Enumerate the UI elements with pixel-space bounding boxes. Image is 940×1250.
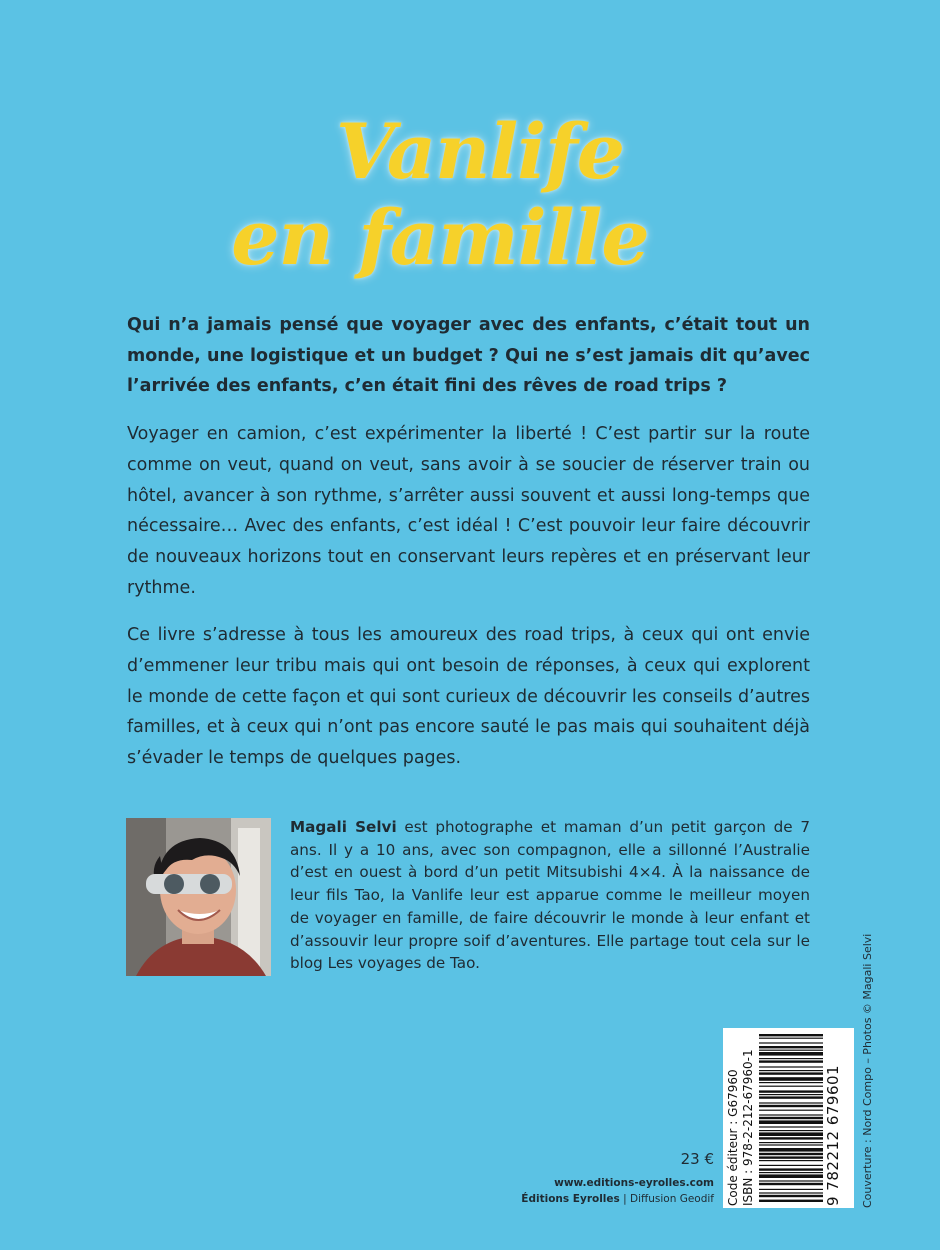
isbn-text: ISBN : 978-2-212-67960-1 xyxy=(741,1049,755,1206)
publisher-line xyxy=(480,1193,714,1205)
barcode-block xyxy=(723,1028,854,1208)
cover-credit: Couverture : Nord Compo – Photos © Magali Selvi xyxy=(861,933,874,1208)
title-line-1: Vanlife xyxy=(335,106,625,196)
author-name: Magali Selvi xyxy=(290,818,397,836)
publisher-separator: | xyxy=(619,1193,630,1205)
author-photo xyxy=(126,818,271,976)
book-title xyxy=(0,106,940,282)
publisher-name: Éditions Eyrolles xyxy=(521,1193,620,1205)
publisher-code: Code éditeur : G67960 xyxy=(726,1069,740,1206)
author-bio-text: est photographe et maman d’un petit garçon de 7 ans. Il y a 10 ans, avec son compagnon, elle a sillonné l’Australie d’est en ouest à bord d’un petit Mitsubishi 4×4. À la naissance de leur fils Tao, la Vanlife leur est apparue comme le meilleur moyen de voyager en famille, de faire découvrir le monde à leur enfant et d’assouvir leur propre soif d’aventures. Elle partage tout cela sur le blog Les voyages de Tao. xyxy=(290,818,811,973)
author-bio xyxy=(290,816,810,975)
body-paragraph-2: Ce livre s’adresse à tous les amoureux des road trips, à ceux qui ont envie d’emmener leur tribu mais qui ont besoin de réponses, à ceux qui explorent le monde de cette façon et qui sont curieux de découvrir les conseils d’autres familles, et à ceux qui n’ont pas encore sauté le pas mais qui souhaitent déjà s’évader le temps de quelques pages. xyxy=(127,625,810,769)
body-paragraph-1: Voyager en camion, c’est expérimenter la liberté ! C’est partir sur la route comme on veut, quand on veut, sans avoir à se soucier de réserver train ou hôtel, avancer à son rythme, s’arrêter aussi souvent et aussi long-temps que nécessaire… Avec des enfants, c’est idéal ! C’est pouvoir leur faire découvrir de nouveaux horizons tout en conservant leurs repères et en préservant leur rythme. xyxy=(127,424,810,598)
distribution-name: Diffusion Geodif xyxy=(630,1193,714,1205)
barcode-digits: 9 782212 679601 xyxy=(824,1064,842,1206)
title-line-2: en famille xyxy=(231,192,649,282)
publisher-website: www.editions-eyrolles.com xyxy=(554,1177,714,1189)
price: 23 € xyxy=(680,1150,714,1168)
barcode-bars xyxy=(759,1034,823,1202)
intro-text: Qui n’a jamais pensé que voyager avec des enfants, c’était tout un monde, une logistique et un budget ? Qui ne s’est jamais dit qu’avec l’arrivée des enfants, c’en était fini des rêves de road trips ? xyxy=(127,315,810,396)
